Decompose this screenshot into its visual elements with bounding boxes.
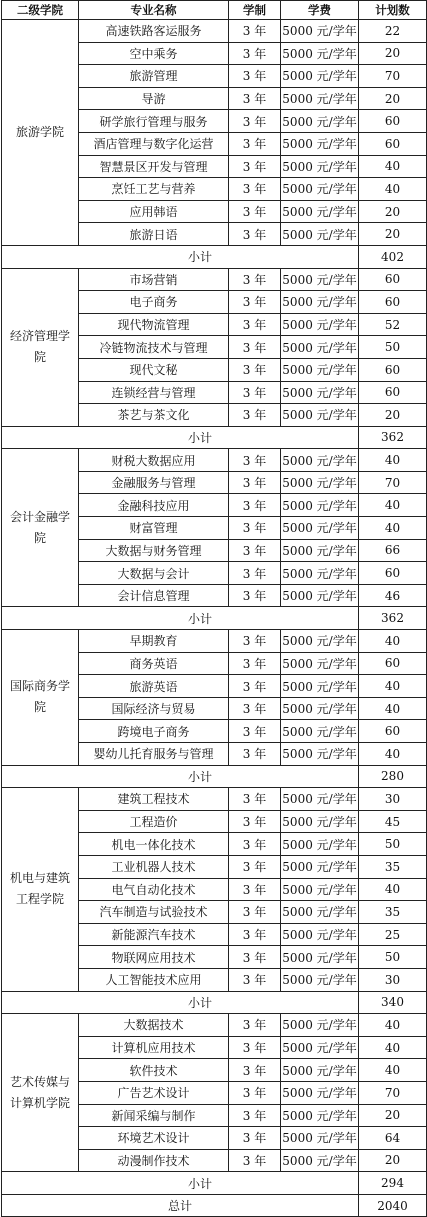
enrollment-plan-table bbox=[1, 0, 427, 1217]
fee-cell: 5000 元/学年 bbox=[281, 1081, 359, 1104]
major-cell: 连锁经营与管理 bbox=[79, 381, 229, 404]
years-cell: 3 年 bbox=[229, 471, 281, 494]
major-cell: 人工智能技术应用 bbox=[79, 968, 229, 991]
years-cell: 3 年 bbox=[229, 449, 281, 472]
major-cell: 旅游英语 bbox=[79, 675, 229, 698]
fee-cell: 5000 元/学年 bbox=[281, 539, 359, 562]
major-cell: 酒店管理与数字化运营 bbox=[79, 132, 229, 155]
plan-cell: 40 bbox=[359, 1059, 427, 1082]
fee-cell: 5000 元/学年 bbox=[281, 833, 359, 856]
years-cell: 3 年 bbox=[229, 697, 281, 720]
fee-cell: 5000 元/学年 bbox=[281, 630, 359, 653]
table-row bbox=[2, 268, 427, 291]
plan-cell: 35 bbox=[359, 855, 427, 878]
major-cell: 大数据技术 bbox=[79, 1014, 229, 1037]
fee-cell: 5000 元/学年 bbox=[281, 313, 359, 336]
header-row bbox=[2, 1, 427, 20]
major-cell: 新能源汽车技术 bbox=[79, 923, 229, 946]
years-cell: 3 年 bbox=[229, 539, 281, 562]
plan-cell: 40 bbox=[359, 743, 427, 766]
major-cell: 电气自动化技术 bbox=[79, 878, 229, 901]
header-college: 二级学院 bbox=[2, 1, 79, 20]
fee-cell: 5000 元/学年 bbox=[281, 1036, 359, 1059]
plan-cell: 40 bbox=[359, 178, 427, 201]
plan-cell: 20 bbox=[359, 404, 427, 427]
major-cell: 旅游日语 bbox=[79, 223, 229, 246]
subtotal-value: 362 bbox=[359, 607, 427, 630]
header-major: 专业名称 bbox=[79, 1, 229, 20]
subtotal-row bbox=[2, 765, 427, 788]
fee-cell: 5000 元/学年 bbox=[281, 923, 359, 946]
table-row bbox=[2, 1014, 427, 1037]
major-cell: 跨境电子商务 bbox=[79, 720, 229, 743]
years-cell: 3 年 bbox=[229, 223, 281, 246]
plan-cell: 45 bbox=[359, 810, 427, 833]
years-cell: 3 年 bbox=[229, 675, 281, 698]
plan-cell: 40 bbox=[359, 517, 427, 540]
major-cell: 财富管理 bbox=[79, 517, 229, 540]
major-cell: 金融服务与管理 bbox=[79, 471, 229, 494]
major-cell: 旅游管理 bbox=[79, 65, 229, 88]
plan-cell: 46 bbox=[359, 584, 427, 607]
major-cell: 动漫制作技术 bbox=[79, 1149, 229, 1172]
years-cell: 3 年 bbox=[229, 1149, 281, 1172]
major-cell: 应用韩语 bbox=[79, 200, 229, 223]
years-cell: 3 年 bbox=[229, 946, 281, 969]
years-cell: 3 年 bbox=[229, 833, 281, 856]
fee-cell: 5000 元/学年 bbox=[281, 1149, 359, 1172]
major-cell: 高速铁路客运服务 bbox=[79, 20, 229, 43]
subtotal-value: 280 bbox=[359, 765, 427, 788]
major-cell: 大数据与财务管理 bbox=[79, 539, 229, 562]
plan-cell: 20 bbox=[359, 223, 427, 246]
fee-cell: 5000 元/学年 bbox=[281, 968, 359, 991]
total-row bbox=[2, 1194, 427, 1217]
plan-cell: 40 bbox=[359, 155, 427, 178]
college-cell: 机电与建筑工程学院 bbox=[2, 788, 79, 991]
years-cell: 3 年 bbox=[229, 855, 281, 878]
fee-cell: 5000 元/学年 bbox=[281, 65, 359, 88]
fee-cell: 5000 元/学年 bbox=[281, 810, 359, 833]
college-cell: 国际商务学院 bbox=[2, 630, 79, 766]
college-cell: 会计金融学院 bbox=[2, 449, 79, 607]
subtotal-value: 340 bbox=[359, 991, 427, 1014]
years-cell: 3 年 bbox=[229, 65, 281, 88]
fee-cell: 5000 元/学年 bbox=[281, 336, 359, 359]
years-cell: 3 年 bbox=[229, 110, 281, 133]
fee-cell: 5000 元/学年 bbox=[281, 404, 359, 427]
major-cell: 机电一体化技术 bbox=[79, 833, 229, 856]
table-row bbox=[2, 630, 427, 653]
plan-cell: 40 bbox=[359, 449, 427, 472]
subtotal-row bbox=[2, 1172, 427, 1195]
plan-cell: 40 bbox=[359, 878, 427, 901]
years-cell: 3 年 bbox=[229, 42, 281, 65]
fee-cell: 5000 元/学年 bbox=[281, 517, 359, 540]
major-cell: 空中乘务 bbox=[79, 42, 229, 65]
major-cell: 环境艺术设计 bbox=[79, 1127, 229, 1150]
fee-cell: 5000 元/学年 bbox=[281, 291, 359, 314]
major-cell: 金融科技应用 bbox=[79, 494, 229, 517]
plan-cell: 70 bbox=[359, 65, 427, 88]
major-cell: 烹饪工艺与营养 bbox=[79, 178, 229, 201]
subtotal-label: 小计 bbox=[2, 1172, 359, 1195]
years-cell: 3 年 bbox=[229, 630, 281, 653]
years-cell: 3 年 bbox=[229, 1127, 281, 1150]
years-cell: 3 年 bbox=[229, 200, 281, 223]
fee-cell: 5000 元/学年 bbox=[281, 675, 359, 698]
years-cell: 3 年 bbox=[229, 923, 281, 946]
subtotal-value: 402 bbox=[359, 245, 427, 268]
plan-cell: 20 bbox=[359, 42, 427, 65]
plan-cell: 40 bbox=[359, 697, 427, 720]
fee-cell: 5000 元/学年 bbox=[281, 584, 359, 607]
years-cell: 3 年 bbox=[229, 268, 281, 291]
plan-cell: 20 bbox=[359, 200, 427, 223]
college-cell: 旅游学院 bbox=[2, 20, 79, 246]
years-cell: 3 年 bbox=[229, 1081, 281, 1104]
college-cell: 经济管理学院 bbox=[2, 268, 79, 426]
years-cell: 3 年 bbox=[229, 968, 281, 991]
fee-cell: 5000 元/学年 bbox=[281, 697, 359, 720]
plan-cell: 60 bbox=[359, 358, 427, 381]
plan-cell: 40 bbox=[359, 675, 427, 698]
plan-cell: 25 bbox=[359, 923, 427, 946]
years-cell: 3 年 bbox=[229, 562, 281, 585]
major-cell: 建筑工程技术 bbox=[79, 788, 229, 811]
total-label: 总计 bbox=[2, 1194, 359, 1217]
plan-cell: 20 bbox=[359, 1149, 427, 1172]
subtotal-label: 小计 bbox=[2, 607, 359, 630]
years-cell: 3 年 bbox=[229, 901, 281, 924]
major-cell: 现代物流管理 bbox=[79, 313, 229, 336]
years-cell: 3 年 bbox=[229, 132, 281, 155]
major-cell: 导游 bbox=[79, 87, 229, 110]
subtotal-row bbox=[2, 426, 427, 449]
years-cell: 3 年 bbox=[229, 291, 281, 314]
fee-cell: 5000 元/学年 bbox=[281, 87, 359, 110]
years-cell: 3 年 bbox=[229, 494, 281, 517]
major-cell: 汽车制造与试验技术 bbox=[79, 901, 229, 924]
subtotal-row bbox=[2, 607, 427, 630]
major-cell: 智慧景区开发与管理 bbox=[79, 155, 229, 178]
years-cell: 3 年 bbox=[229, 720, 281, 743]
fee-cell: 5000 元/学年 bbox=[281, 901, 359, 924]
fee-cell: 5000 元/学年 bbox=[281, 155, 359, 178]
plan-cell: 70 bbox=[359, 1081, 427, 1104]
years-cell: 3 年 bbox=[229, 404, 281, 427]
plan-cell: 60 bbox=[359, 381, 427, 404]
table-row bbox=[2, 20, 427, 43]
plan-cell: 35 bbox=[359, 901, 427, 924]
fee-cell: 5000 元/学年 bbox=[281, 946, 359, 969]
plan-cell: 50 bbox=[359, 946, 427, 969]
plan-cell: 50 bbox=[359, 336, 427, 359]
plan-cell: 50 bbox=[359, 833, 427, 856]
header-plan: 计划数 bbox=[359, 1, 427, 20]
subtotal-label: 小计 bbox=[2, 245, 359, 268]
plan-cell: 66 bbox=[359, 539, 427, 562]
subtotal-value: 362 bbox=[359, 426, 427, 449]
years-cell: 3 年 bbox=[229, 1104, 281, 1127]
years-cell: 3 年 bbox=[229, 652, 281, 675]
header-years: 学制 bbox=[229, 1, 281, 20]
major-cell: 新闻采编与制作 bbox=[79, 1104, 229, 1127]
years-cell: 3 年 bbox=[229, 178, 281, 201]
years-cell: 3 年 bbox=[229, 743, 281, 766]
fee-cell: 5000 元/学年 bbox=[281, 855, 359, 878]
subtotal-row bbox=[2, 991, 427, 1014]
fee-cell: 5000 元/学年 bbox=[281, 720, 359, 743]
plan-cell: 40 bbox=[359, 494, 427, 517]
major-cell: 工程造价 bbox=[79, 810, 229, 833]
major-cell: 物联网应用技术 bbox=[79, 946, 229, 969]
table-row bbox=[2, 449, 427, 472]
fee-cell: 5000 元/学年 bbox=[281, 42, 359, 65]
major-cell: 大数据与会计 bbox=[79, 562, 229, 585]
major-cell: 国际经济与贸易 bbox=[79, 697, 229, 720]
fee-cell: 5000 元/学年 bbox=[281, 358, 359, 381]
fee-cell: 5000 元/学年 bbox=[281, 178, 359, 201]
plan-cell: 60 bbox=[359, 562, 427, 585]
plan-cell: 40 bbox=[359, 1036, 427, 1059]
major-cell: 茶艺与茶文化 bbox=[79, 404, 229, 427]
major-cell: 会计信息管理 bbox=[79, 584, 229, 607]
header-fee: 学费 bbox=[281, 1, 359, 20]
fee-cell: 5000 元/学年 bbox=[281, 20, 359, 43]
plan-cell: 40 bbox=[359, 1014, 427, 1037]
college-cell: 艺术传媒与计算机学院 bbox=[2, 1014, 79, 1172]
plan-cell: 52 bbox=[359, 313, 427, 336]
fee-cell: 5000 元/学年 bbox=[281, 788, 359, 811]
major-cell: 冷链物流技术与管理 bbox=[79, 336, 229, 359]
major-cell: 电子商务 bbox=[79, 291, 229, 314]
plan-cell: 60 bbox=[359, 720, 427, 743]
years-cell: 3 年 bbox=[229, 20, 281, 43]
fee-cell: 5000 元/学年 bbox=[281, 471, 359, 494]
plan-cell: 30 bbox=[359, 788, 427, 811]
fee-cell: 5000 元/学年 bbox=[281, 200, 359, 223]
years-cell: 3 年 bbox=[229, 87, 281, 110]
plan-cell: 60 bbox=[359, 652, 427, 675]
major-cell: 广告艺术设计 bbox=[79, 1081, 229, 1104]
major-cell: 市场营销 bbox=[79, 268, 229, 291]
years-cell: 3 年 bbox=[229, 788, 281, 811]
fee-cell: 5000 元/学年 bbox=[281, 1059, 359, 1082]
years-cell: 3 年 bbox=[229, 1014, 281, 1037]
plan-cell: 30 bbox=[359, 968, 427, 991]
years-cell: 3 年 bbox=[229, 336, 281, 359]
fee-cell: 5000 元/学年 bbox=[281, 132, 359, 155]
years-cell: 3 年 bbox=[229, 313, 281, 336]
plan-cell: 20 bbox=[359, 1104, 427, 1127]
plan-cell: 60 bbox=[359, 268, 427, 291]
fee-cell: 5000 元/学年 bbox=[281, 1104, 359, 1127]
plan-cell: 70 bbox=[359, 471, 427, 494]
plan-cell: 20 bbox=[359, 87, 427, 110]
table-body bbox=[2, 20, 427, 1217]
subtotal-row bbox=[2, 245, 427, 268]
fee-cell: 5000 元/学年 bbox=[281, 381, 359, 404]
years-cell: 3 年 bbox=[229, 1059, 281, 1082]
major-cell: 研学旅行管理与服务 bbox=[79, 110, 229, 133]
table-row bbox=[2, 788, 427, 811]
major-cell: 工业机器人技术 bbox=[79, 855, 229, 878]
plan-cell: 60 bbox=[359, 110, 427, 133]
major-cell: 早期教育 bbox=[79, 630, 229, 653]
major-cell: 商务英语 bbox=[79, 652, 229, 675]
major-cell: 现代文秘 bbox=[79, 358, 229, 381]
fee-cell: 5000 元/学年 bbox=[281, 223, 359, 246]
major-cell: 计算机应用技术 bbox=[79, 1036, 229, 1059]
plan-cell: 60 bbox=[359, 291, 427, 314]
fee-cell: 5000 元/学年 bbox=[281, 1014, 359, 1037]
fee-cell: 5000 元/学年 bbox=[281, 1127, 359, 1150]
fee-cell: 5000 元/学年 bbox=[281, 494, 359, 517]
years-cell: 3 年 bbox=[229, 810, 281, 833]
years-cell: 3 年 bbox=[229, 584, 281, 607]
years-cell: 3 年 bbox=[229, 358, 281, 381]
plan-cell: 60 bbox=[359, 132, 427, 155]
plan-cell: 64 bbox=[359, 1127, 427, 1150]
plan-cell: 22 bbox=[359, 20, 427, 43]
years-cell: 3 年 bbox=[229, 878, 281, 901]
fee-cell: 5000 元/学年 bbox=[281, 743, 359, 766]
fee-cell: 5000 元/学年 bbox=[281, 268, 359, 291]
plan-cell: 40 bbox=[359, 630, 427, 653]
years-cell: 3 年 bbox=[229, 381, 281, 404]
fee-cell: 5000 元/学年 bbox=[281, 652, 359, 675]
subtotal-label: 小计 bbox=[2, 426, 359, 449]
fee-cell: 5000 元/学年 bbox=[281, 110, 359, 133]
major-cell: 软件技术 bbox=[79, 1059, 229, 1082]
major-cell: 婴幼儿托育服务与管理 bbox=[79, 743, 229, 766]
fee-cell: 5000 元/学年 bbox=[281, 449, 359, 472]
years-cell: 3 年 bbox=[229, 155, 281, 178]
subtotal-label: 小计 bbox=[2, 991, 359, 1014]
fee-cell: 5000 元/学年 bbox=[281, 878, 359, 901]
years-cell: 3 年 bbox=[229, 517, 281, 540]
fee-cell: 5000 元/学年 bbox=[281, 562, 359, 585]
years-cell: 3 年 bbox=[229, 1036, 281, 1059]
total-value: 2040 bbox=[359, 1194, 427, 1217]
subtotal-value: 294 bbox=[359, 1172, 427, 1195]
subtotal-label: 小计 bbox=[2, 765, 359, 788]
major-cell: 财税大数据应用 bbox=[79, 449, 229, 472]
